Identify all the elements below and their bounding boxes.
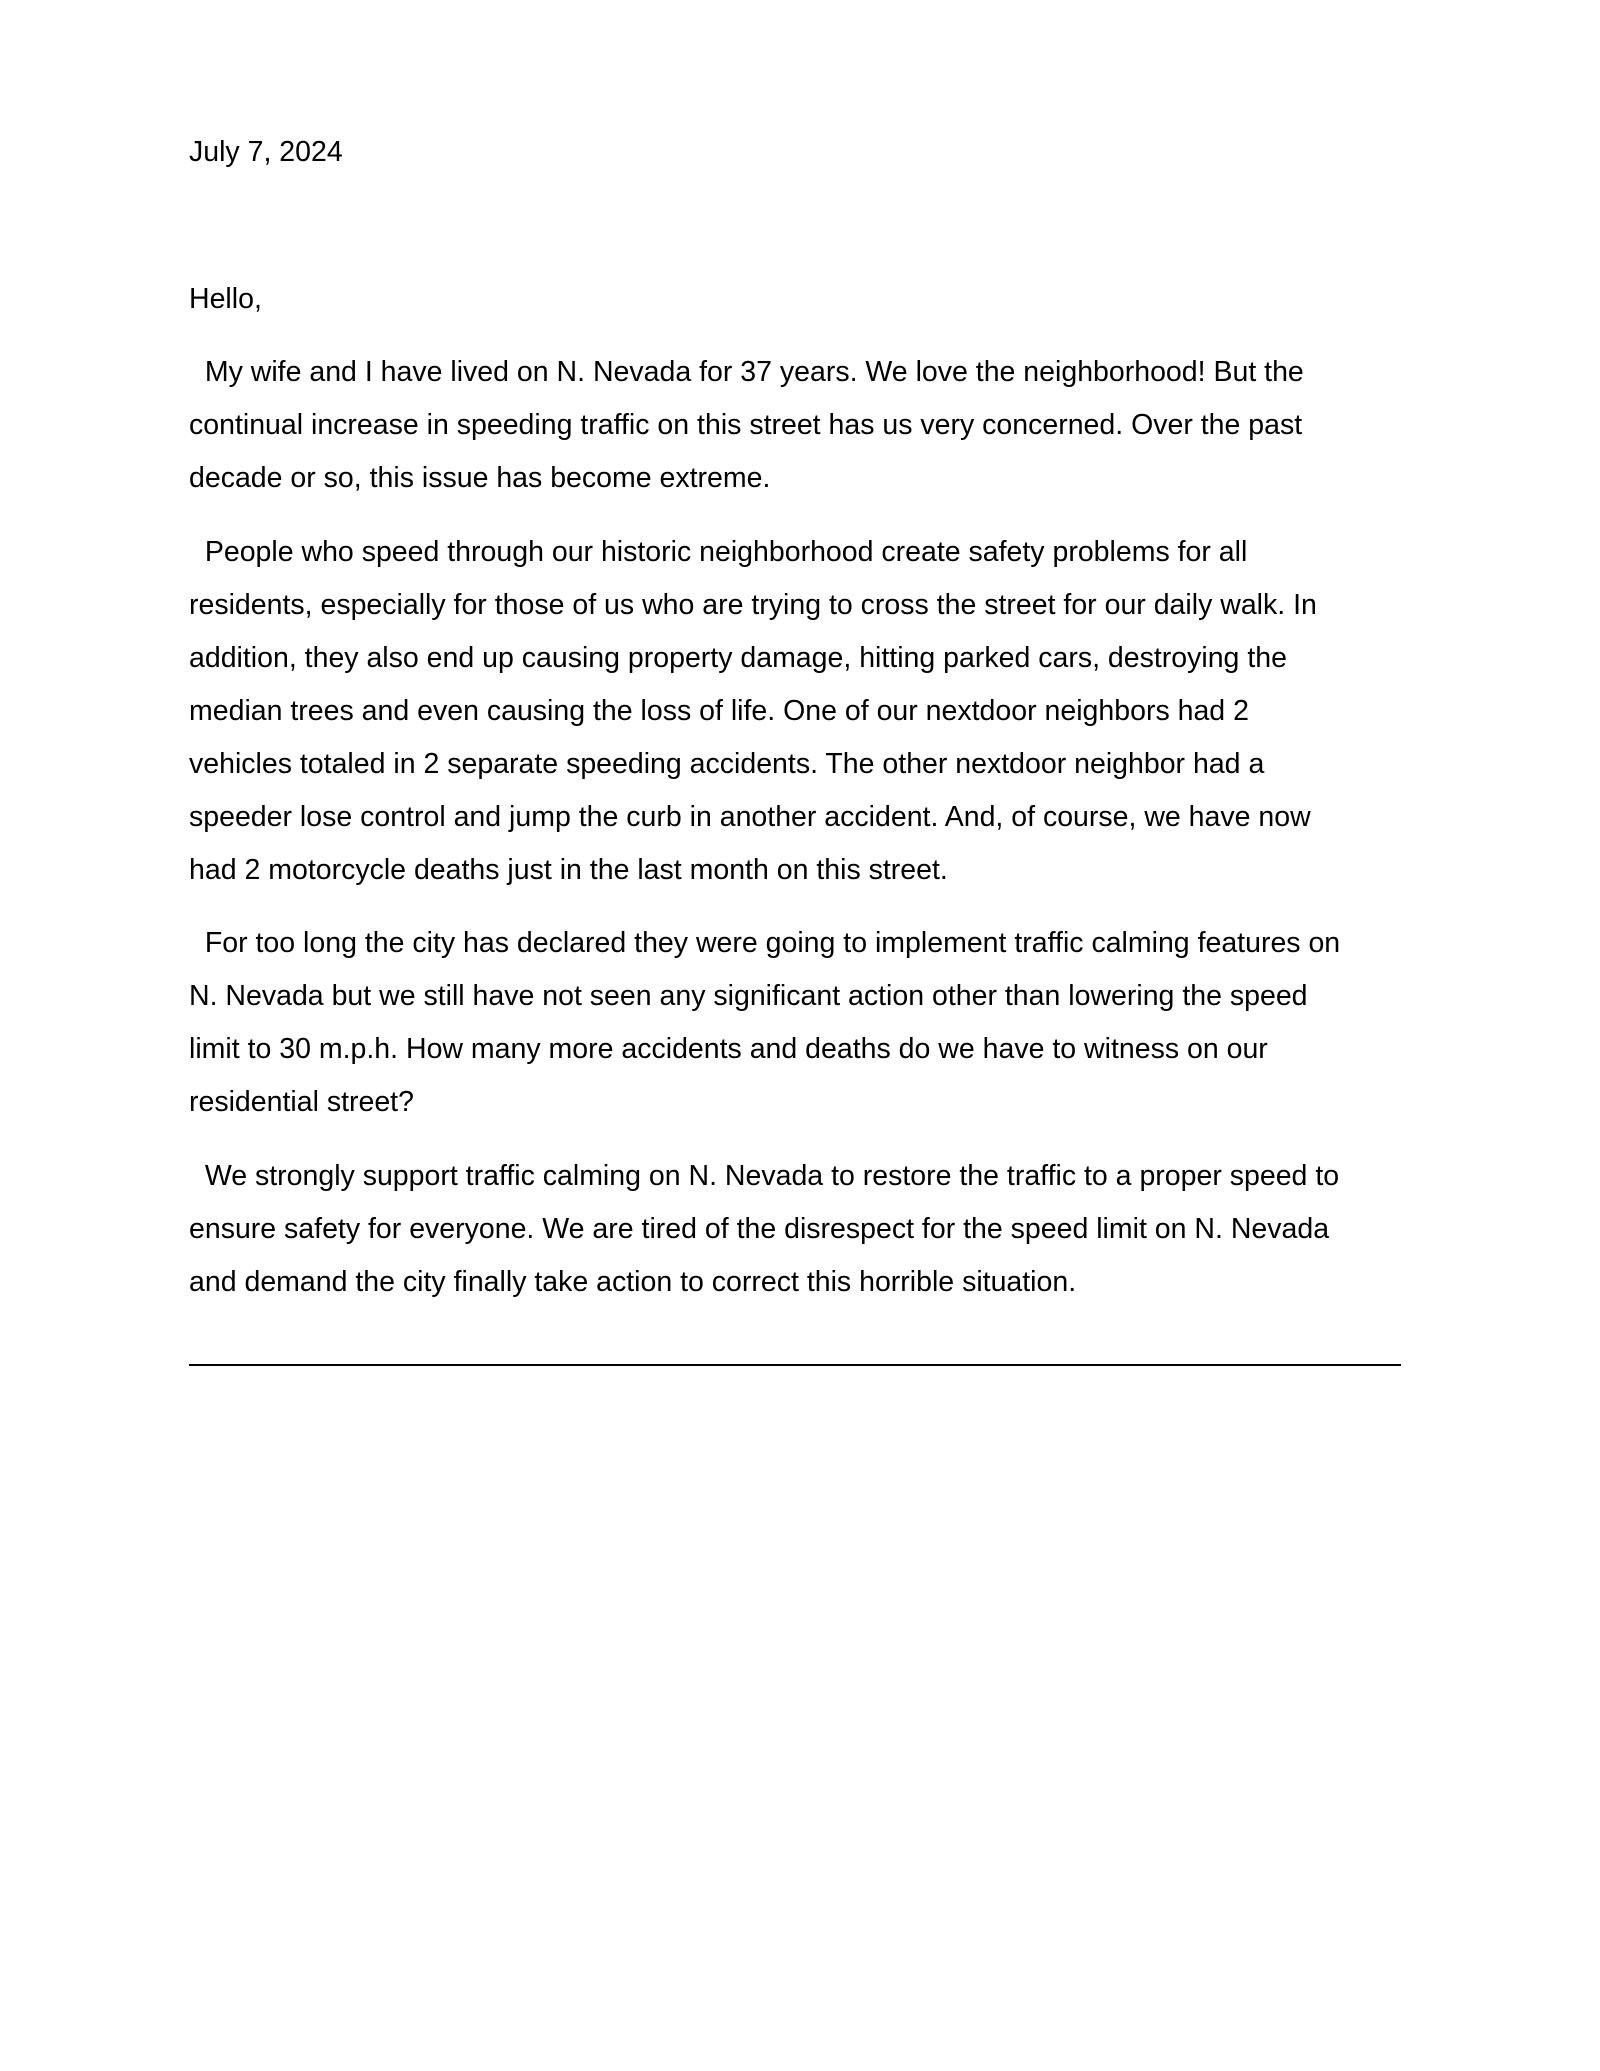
paragraph-3 bbox=[189, 917, 1340, 1129]
paragraph-line: We strongly support traffic calming on N. Nevada to restore the traffic to a proper speed to bbox=[189, 1160, 1340, 1192]
signature-line bbox=[189, 1364, 1401, 1366]
paragraph-line: had 2 motorcycle deaths just in the last month on this street. bbox=[189, 854, 948, 886]
paragraph-line: People who speed through our historic neighborhood create safety problems for all bbox=[189, 536, 1248, 568]
paragraph-line: My wife and I have lived on N. Nevada for 37 years. We love the neighborhood! But the bbox=[189, 356, 1304, 388]
paragraph-line: median trees and even causing the loss of life. One of our nextdoor neighbors had 2 bbox=[189, 695, 1249, 727]
paragraph-line: continual increase in speeding traffic on this street has us very concerned. Over the past bbox=[189, 409, 1303, 441]
greeting: Hello, bbox=[189, 283, 262, 315]
paragraph-line: limit to 30 m.p.h. How many more accidents and deaths do we have to witness on our bbox=[189, 1033, 1268, 1065]
paragraph-line: residential street? bbox=[189, 1086, 414, 1118]
paragraph-4 bbox=[189, 1150, 1339, 1309]
paragraph-1 bbox=[189, 346, 1304, 505]
paragraph-line: ensure safety for everyone. We are tired of the disrespect for the speed limit on N. Nevada bbox=[189, 1213, 1330, 1245]
paragraph-line: addition, they also end up causing property damage, hitting parked cars, destroying the bbox=[189, 642, 1287, 674]
paragraph-line: vehicles totaled in 2 separate speeding accidents. The other nextdoor neighbor had a bbox=[189, 748, 1265, 780]
paragraph-line: For too long the city has declared they were going to implement traffic calming features on bbox=[189, 927, 1341, 959]
letter-date: July 7, 2024 bbox=[189, 136, 343, 168]
paragraph-line: decade or so, this issue has become extreme. bbox=[189, 462, 771, 494]
paragraph-2 bbox=[189, 526, 1317, 897]
paragraph-line: residents, especially for those of us who are trying to cross the street for our daily walk. In bbox=[189, 589, 1317, 621]
paragraph-line: speeder lose control and jump the curb in another accident. And, of course, we have now bbox=[189, 801, 1311, 833]
paragraph-line: N. Nevada but we still have not seen any significant action other than lowering the speed bbox=[189, 980, 1308, 1012]
paragraph-line: and demand the city finally take action to correct this horrible situation. bbox=[189, 1266, 1077, 1298]
